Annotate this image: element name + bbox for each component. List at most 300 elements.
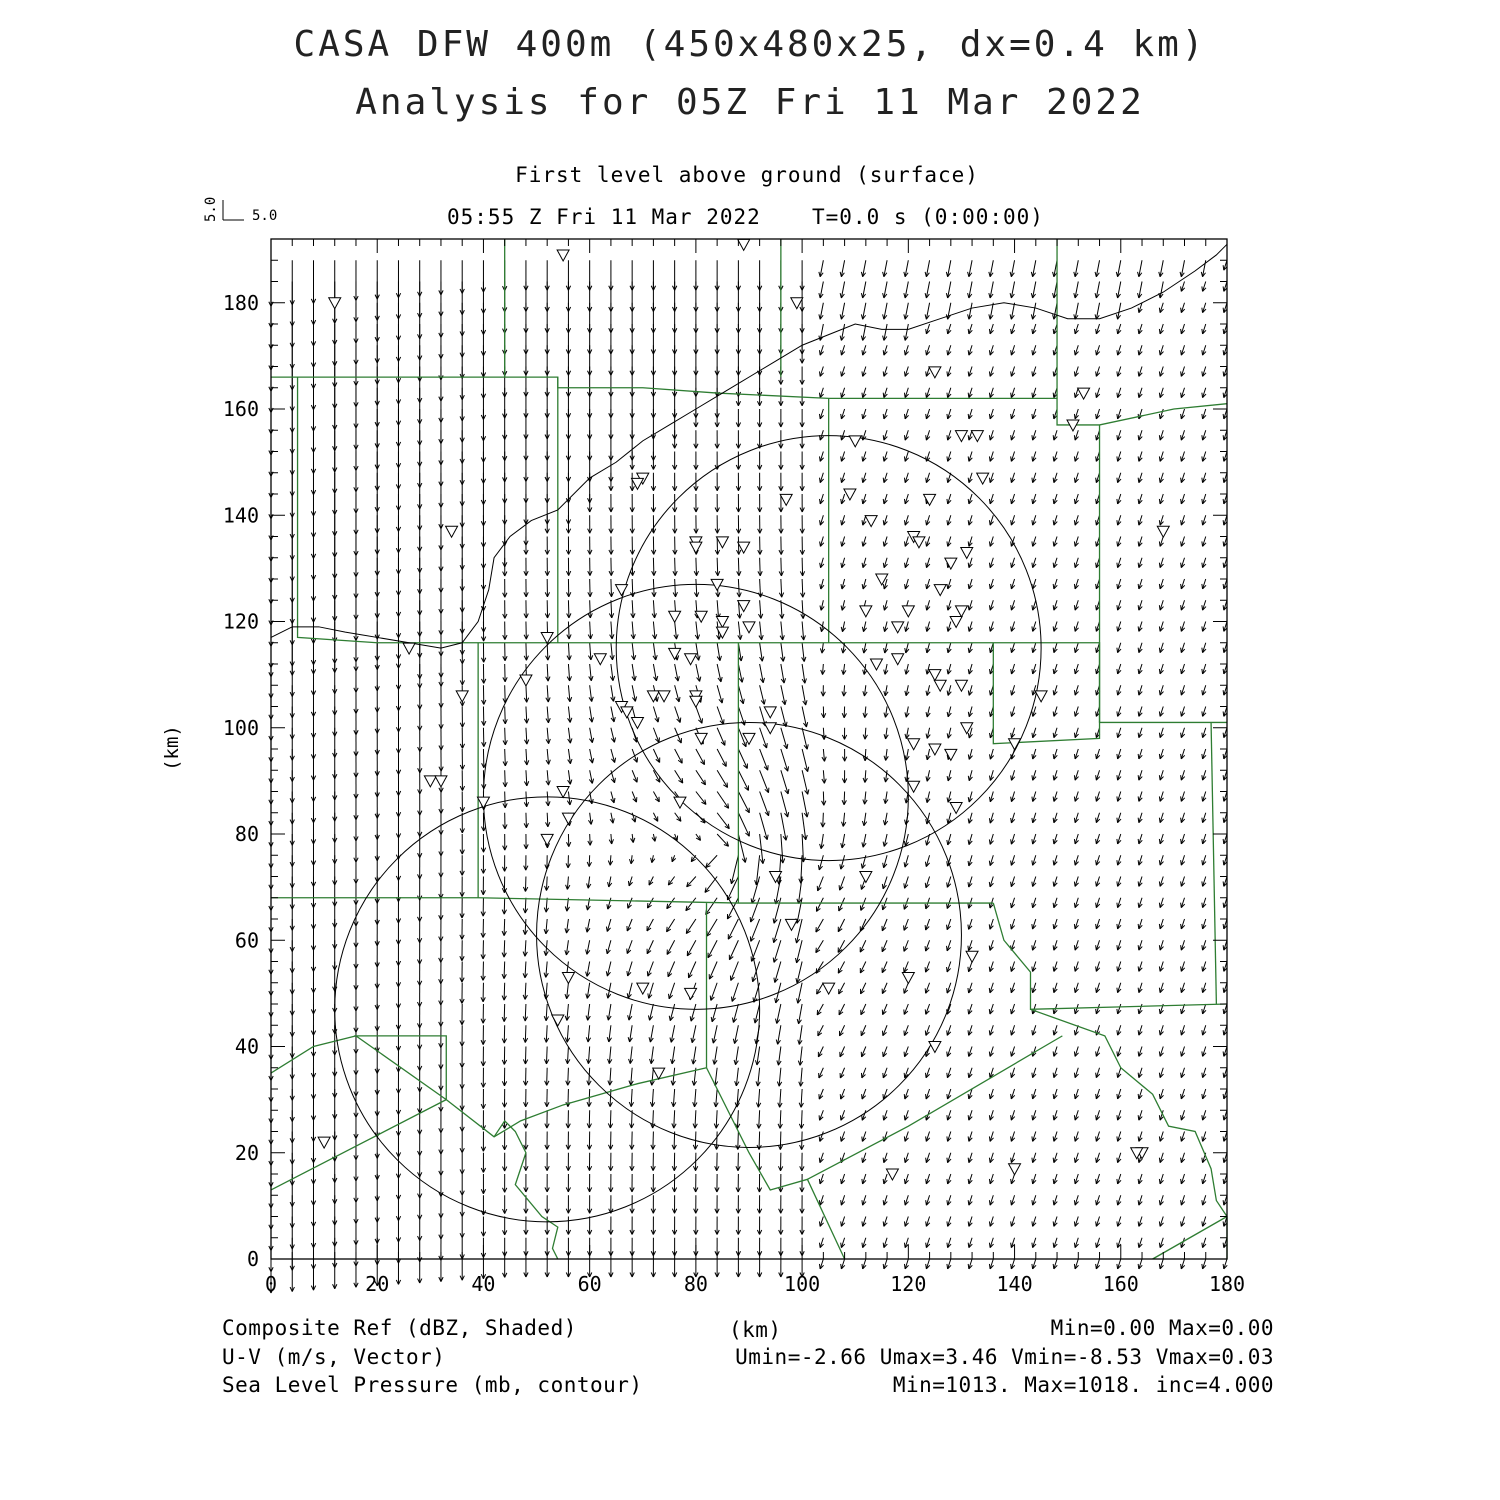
wind-vector <box>460 1259 464 1280</box>
wind-vector <box>1202 792 1206 802</box>
station-marker <box>557 787 569 798</box>
wind-vector <box>566 1217 570 1235</box>
wind-vector <box>905 685 909 695</box>
wind-vector <box>1011 600 1015 610</box>
wind-vector <box>904 430 908 440</box>
wind-vector <box>1159 452 1163 462</box>
x-tick-label: 20 <box>365 1272 390 1296</box>
wind-vector <box>1202 494 1206 504</box>
wind-vector <box>779 579 783 597</box>
x-tick-label: 0 <box>264 1272 278 1296</box>
wind-vector <box>1032 600 1036 610</box>
wind-vector <box>819 1174 823 1184</box>
wind-vector <box>819 367 823 377</box>
wind-vector <box>544 1004 548 1021</box>
wind-vector <box>947 643 951 653</box>
wind-vector <box>566 877 570 890</box>
wind-vector <box>839 983 845 994</box>
wind-vector <box>838 940 844 952</box>
wind-vector <box>1074 664 1078 674</box>
wind-vector <box>842 685 846 696</box>
wind-vector <box>524 685 528 702</box>
y-tick-label: 80 <box>234 822 259 846</box>
wind-vector <box>989 983 993 993</box>
wind-vector <box>1074 409 1078 419</box>
wind-vector <box>1117 579 1121 589</box>
station-marker <box>1035 691 1047 702</box>
wind-vector <box>968 1174 972 1184</box>
wind-vector <box>629 1089 633 1107</box>
wind-vector <box>863 707 867 718</box>
wind-vector <box>439 940 443 962</box>
county-boundary <box>707 1068 845 1259</box>
wind-vector <box>649 1025 653 1042</box>
elapsed-time: T=0.0 s (0:00:00) <box>812 205 1044 229</box>
wind-vector <box>947 1110 951 1120</box>
wind-vector <box>947 1025 951 1035</box>
wind-vector <box>842 707 846 718</box>
county-boundary <box>807 1036 1062 1179</box>
wind-vector <box>989 324 993 334</box>
wind-vector <box>781 813 788 841</box>
station-marker <box>860 606 872 617</box>
wind-vector <box>1032 1025 1036 1035</box>
wind-vector <box>781 728 788 749</box>
wind-vector <box>417 1047 421 1071</box>
wind-vector <box>375 260 379 299</box>
wind-vector <box>861 303 865 320</box>
wind-vector <box>926 1132 930 1142</box>
wind-vector <box>1138 1068 1142 1078</box>
wind-vector <box>947 792 951 803</box>
wind-vector <box>1181 473 1185 483</box>
wind-vector <box>1032 367 1036 377</box>
wind-vector <box>1011 1025 1015 1035</box>
wind-vector <box>968 1153 972 1163</box>
wind-vector <box>1117 367 1121 377</box>
wind-vector <box>839 877 845 891</box>
wind-vector <box>819 409 823 419</box>
wind-vector <box>1096 1238 1100 1248</box>
wind-vector <box>861 1068 865 1078</box>
wind-vector <box>715 1217 719 1235</box>
wind-vector <box>1032 919 1036 929</box>
wind-vector <box>884 643 888 653</box>
wind-vector <box>842 770 846 783</box>
wind-vector <box>882 898 887 910</box>
wind-vector <box>1031 303 1035 320</box>
field3-stats: Min=1013. Max=1018. inc=4.000 <box>892 1373 1274 1397</box>
wind-vector <box>588 600 592 618</box>
wind-vector <box>904 1217 908 1227</box>
wind-vector <box>926 643 930 653</box>
wind-vector <box>760 643 764 661</box>
wind-vector <box>1117 515 1121 525</box>
wind-vector <box>801 600 805 618</box>
wind-vector <box>760 792 769 816</box>
wind-vector <box>588 515 592 533</box>
wind-vector <box>650 1089 654 1107</box>
wind-vector <box>1138 1047 1142 1057</box>
wind-vector <box>800 1153 804 1171</box>
wind-vector <box>841 600 845 610</box>
wind-vector <box>482 728 486 747</box>
wind-vector <box>816 940 824 952</box>
wind-vector <box>651 1132 655 1150</box>
wind-vector <box>1180 260 1184 277</box>
wind-vector <box>1159 770 1163 780</box>
wind-vector <box>926 1238 930 1248</box>
wind-vector <box>968 260 972 277</box>
x-tick-label: 120 <box>890 1272 927 1296</box>
wind-vector <box>989 919 993 929</box>
wind-vector <box>1159 1238 1163 1248</box>
wind-vector <box>1011 1110 1015 1120</box>
wind-vector <box>481 1089 485 1109</box>
wind-vector <box>947 1004 951 1014</box>
wind-vector <box>757 409 761 427</box>
wind-vector <box>1117 877 1121 887</box>
wind-vector <box>1117 685 1121 695</box>
wind-vector <box>904 1047 908 1057</box>
station-marker <box>908 739 920 750</box>
wind-vector <box>1053 792 1057 802</box>
wind-vector <box>760 664 765 683</box>
wind-vector <box>841 430 845 440</box>
wind-vector <box>882 919 887 931</box>
wind-vector <box>674 622 678 640</box>
wind-vector <box>609 834 613 844</box>
x-tick-label: 160 <box>1102 1272 1139 1296</box>
wind-vector <box>628 1025 632 1042</box>
wind-vector <box>1202 1259 1206 1269</box>
station-marker <box>929 367 941 378</box>
wind-vector <box>904 282 908 299</box>
wind-vector <box>947 685 951 695</box>
wind-vector <box>738 813 749 836</box>
wind-vector <box>1074 1238 1078 1248</box>
wind-vector <box>672 1153 676 1171</box>
wind-vector <box>628 1004 633 1020</box>
wind-vector <box>1202 1238 1206 1248</box>
wind-vector <box>727 898 738 919</box>
wind-vector <box>524 260 528 290</box>
wind-vector <box>1096 749 1100 759</box>
slp-contours <box>271 244 1227 648</box>
station-marker <box>669 611 681 622</box>
wind-vector <box>1117 1004 1121 1014</box>
wind-vector <box>524 600 528 618</box>
wind-vector <box>1138 643 1142 653</box>
wind-vector <box>905 622 909 632</box>
wind-vector <box>738 664 743 682</box>
wind-vector <box>1181 749 1185 759</box>
y-tick-label: 160 <box>222 397 259 421</box>
station-marker <box>764 723 776 734</box>
wind-vector <box>673 537 677 555</box>
wind-vector <box>1138 707 1142 717</box>
wind-vector <box>862 409 866 419</box>
wind-vector <box>502 1047 506 1065</box>
wind-vector <box>883 1047 887 1057</box>
wind-vector <box>460 940 464 960</box>
wind-vector <box>1053 1195 1057 1205</box>
wind-vector <box>819 1132 823 1142</box>
wind-vector <box>840 260 844 277</box>
station-marker <box>743 622 755 633</box>
wind-vector <box>883 537 887 547</box>
wind-vector <box>989 1238 993 1248</box>
wind-vector <box>1032 813 1036 823</box>
wind-vector <box>1011 1174 1015 1184</box>
wind-vector <box>545 1089 549 1107</box>
wind-vector <box>904 1259 908 1269</box>
wind-vector <box>715 260 719 290</box>
wind-vector <box>1011 792 1015 802</box>
wind-vector <box>925 303 929 320</box>
wind-vector <box>904 1195 908 1205</box>
wind-vector <box>503 728 507 745</box>
wind-vector <box>1074 707 1078 717</box>
wind-vector <box>672 1217 676 1235</box>
wind-vector <box>1053 685 1057 695</box>
wind-vector <box>860 962 866 973</box>
wind-vector <box>1117 770 1121 780</box>
wind-vector <box>1159 983 1163 993</box>
wind-vector <box>481 898 485 916</box>
wind-vector <box>1032 877 1036 887</box>
wind-vector <box>1117 834 1121 844</box>
wind-vector <box>1202 983 1206 993</box>
wind-vector <box>1202 877 1206 887</box>
wind-vector <box>1074 1089 1078 1099</box>
station-marker <box>955 680 967 691</box>
wind-vector <box>1159 537 1163 547</box>
wind-vector <box>946 260 950 277</box>
wind-vector <box>1159 1174 1163 1184</box>
wind-vector <box>1053 813 1057 823</box>
wind-vector <box>609 537 613 555</box>
wind-vector <box>1032 537 1036 547</box>
wind-vector <box>1138 898 1142 908</box>
wind-vector <box>989 622 993 632</box>
wind-vector <box>713 1047 717 1065</box>
wind-vector <box>333 260 337 302</box>
wind-vector <box>587 260 591 290</box>
wind-vector <box>884 728 888 739</box>
station-marker <box>1009 1164 1021 1175</box>
wind-vector <box>841 494 845 504</box>
wind-vector <box>1074 537 1078 547</box>
x-tick-label: 140 <box>996 1272 1033 1296</box>
wind-vector <box>1138 664 1142 674</box>
wind-vector <box>609 494 613 512</box>
wind-vector <box>653 813 657 822</box>
wind-vector <box>418 813 422 837</box>
wind-vector <box>1032 664 1036 674</box>
wind-vector <box>694 1195 698 1213</box>
wind-vector <box>439 1132 443 1155</box>
station-marker <box>562 972 574 983</box>
wind-vector <box>524 770 528 786</box>
wind-vector <box>1159 855 1163 865</box>
wind-vector <box>800 1174 804 1192</box>
wind-vector <box>439 728 443 750</box>
county-boundary <box>271 377 1227 425</box>
wind-vector <box>926 749 930 760</box>
wind-vector <box>1010 282 1014 299</box>
slp-contour-line <box>271 244 1227 648</box>
wind-vector <box>1117 537 1121 547</box>
wind-vector <box>1053 1238 1057 1248</box>
wind-vector <box>545 558 549 576</box>
wind-vector <box>822 749 826 761</box>
wind-vector <box>1202 452 1206 462</box>
wind-vector <box>608 877 612 887</box>
wind-vector <box>1053 1174 1057 1184</box>
wind-vector <box>1096 1110 1100 1120</box>
wind-vector <box>694 579 698 597</box>
wind-vector <box>1074 1110 1078 1120</box>
wind-vector <box>1117 1259 1121 1269</box>
wind-vector <box>1138 728 1142 738</box>
station-marker <box>658 691 670 702</box>
wind-vector <box>883 345 887 355</box>
wind-vector <box>925 940 929 951</box>
station-marker <box>865 516 877 527</box>
wind-vector <box>883 855 887 867</box>
wind-vector <box>797 983 803 1004</box>
wind-vector <box>968 324 972 334</box>
wind-vector <box>1202 834 1206 844</box>
wind-vector <box>1202 919 1206 929</box>
wind-vector <box>653 749 659 762</box>
wind-vector <box>781 792 789 818</box>
wind-vector <box>1159 388 1163 398</box>
wind-vector <box>863 643 867 653</box>
wind-vector <box>588 813 592 825</box>
wind-vector <box>653 792 659 802</box>
wind-vector <box>606 919 610 931</box>
wind-vector <box>882 983 887 994</box>
wind-vector <box>481 1047 485 1067</box>
wind-vector <box>1202 1110 1206 1120</box>
county-boundary <box>298 377 1100 722</box>
wind-vector <box>717 643 721 661</box>
wind-vector <box>1181 1259 1185 1269</box>
wind-vector <box>989 282 993 299</box>
wind-vector <box>1096 1174 1100 1184</box>
wind-vector <box>1032 430 1036 440</box>
wind-vector <box>819 473 823 483</box>
wind-vector <box>460 813 464 833</box>
wind-vector <box>608 1068 612 1085</box>
wind-vector <box>717 813 729 829</box>
wind-vector <box>905 643 909 653</box>
wind-vector <box>587 1217 591 1235</box>
wind-vector <box>587 1132 591 1150</box>
wind-vector <box>1138 345 1142 355</box>
wind-vector <box>418 792 422 816</box>
wind-vector <box>1032 855 1036 865</box>
station-marker <box>908 781 920 792</box>
wind-vector <box>819 1217 823 1227</box>
wind-vector <box>1096 813 1100 823</box>
wind-vector <box>926 473 930 483</box>
wind-vector <box>1096 983 1100 993</box>
wind-vector <box>862 494 866 504</box>
wind-vector <box>1053 1217 1057 1227</box>
wind-vector <box>460 1004 464 1025</box>
wind-vector <box>947 1195 951 1205</box>
wind-vector <box>904 494 908 504</box>
wind-vector <box>524 1217 528 1235</box>
wind-vector <box>1202 473 1206 483</box>
wind-vector <box>860 898 865 911</box>
wind-vector <box>481 1153 485 1173</box>
wind-vector <box>989 1132 993 1142</box>
wind-vector <box>1138 515 1142 525</box>
wind-vector <box>904 919 909 930</box>
wind-vector <box>925 855 929 866</box>
wind-vector <box>756 1068 760 1086</box>
wind-vector <box>1011 1153 1015 1163</box>
wind-vector <box>862 579 866 589</box>
wind-vector <box>904 1132 908 1142</box>
wind-vector <box>482 749 486 768</box>
wind-vector <box>608 1047 612 1064</box>
wind-vector <box>1011 558 1015 568</box>
wind-vector <box>904 473 908 483</box>
wind-vector <box>1138 409 1142 419</box>
y-tick-label: 100 <box>222 715 259 740</box>
wind-vector <box>648 983 654 999</box>
wind-vector <box>417 983 421 1007</box>
wind-vector <box>1138 962 1142 972</box>
wind-vector <box>460 792 464 812</box>
wind-vector <box>1074 579 1078 589</box>
wind-vector <box>1096 855 1100 865</box>
wind-vector <box>926 388 930 398</box>
county-boundary <box>1153 1217 1227 1260</box>
field2-stats: Umin=-2.66 Umax=3.46 Vmin=-8.53 Vmax=0.03 <box>735 1345 1274 1369</box>
wind-vector <box>396 260 400 297</box>
wind-vector <box>545 855 549 869</box>
wind-vector <box>566 834 570 847</box>
wind-vector <box>925 1004 929 1014</box>
wind-vector <box>696 749 705 765</box>
wind-vector <box>1117 1068 1121 1078</box>
wind-vector <box>738 834 746 863</box>
wind-vector <box>566 537 570 555</box>
wind-vector <box>439 1047 443 1069</box>
wind-vector <box>819 1195 823 1205</box>
wind-vector <box>503 600 507 618</box>
wind-vector <box>1011 983 1015 993</box>
wind-vector <box>777 1047 781 1066</box>
wind-vector <box>758 473 762 491</box>
wind-vector <box>690 1004 696 1021</box>
wind-vector <box>841 367 845 377</box>
wind-vector <box>968 303 972 320</box>
wind-vector <box>947 707 951 717</box>
station-marker <box>685 654 697 665</box>
wind-vector <box>1181 1110 1185 1120</box>
wind-vector <box>1117 728 1121 738</box>
wind-vector <box>1074 1047 1078 1057</box>
wind-vector <box>819 1259 823 1269</box>
wind-vector <box>568 728 572 743</box>
